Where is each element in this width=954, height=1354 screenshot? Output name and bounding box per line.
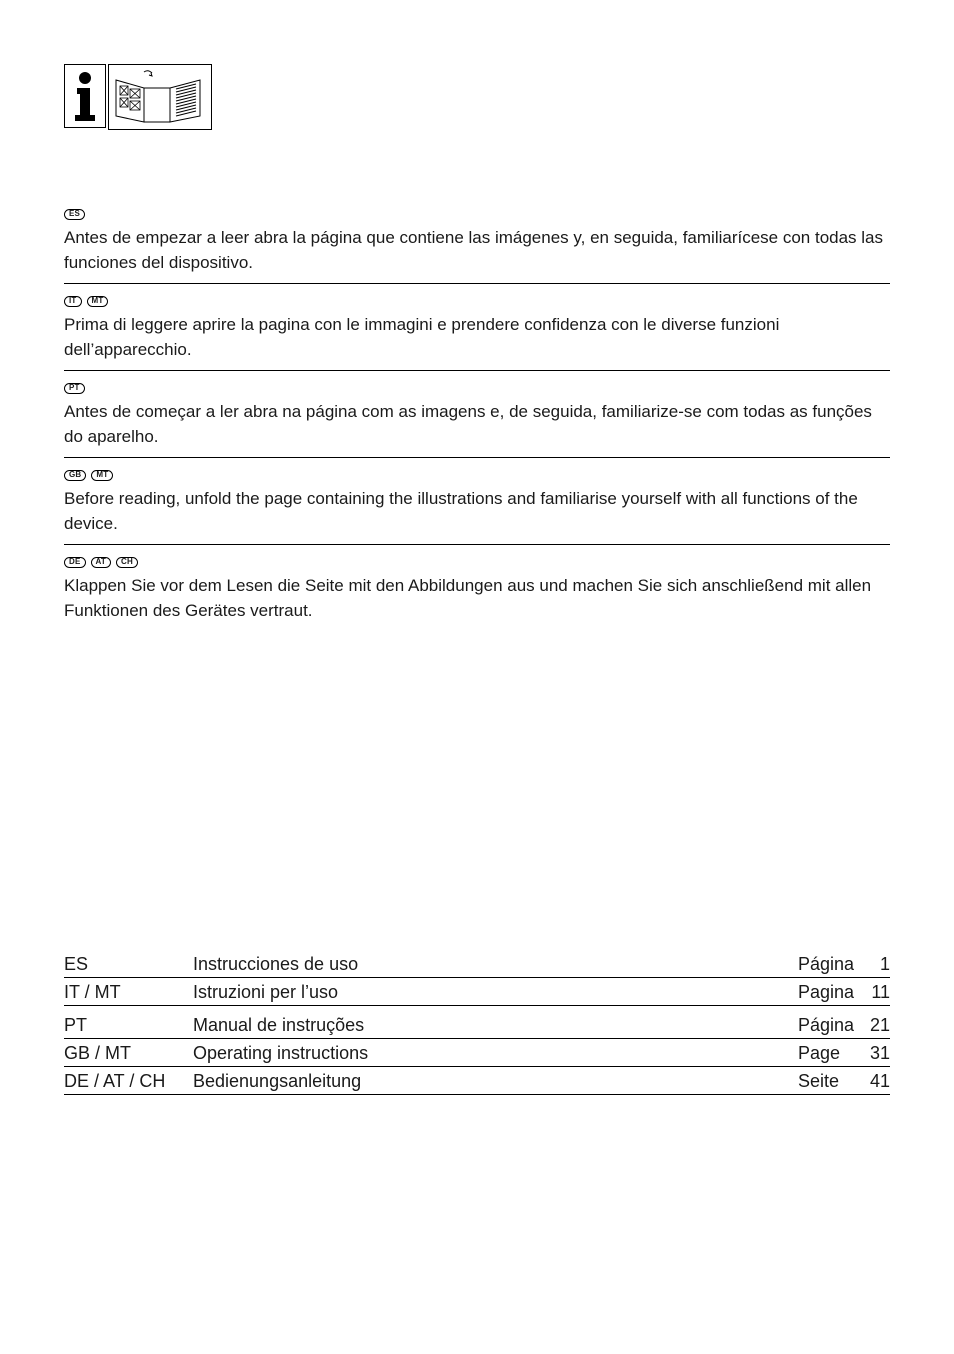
language-badge: GB — [64, 470, 86, 481]
instruction-block-it — [64, 292, 890, 371]
toc-language-code: PT — [64, 1015, 88, 1035]
language-badges — [64, 205, 890, 223]
toc-page-number: 31 — [869, 1043, 890, 1063]
toc-language-code: GB / MT — [64, 1043, 131, 1063]
toc-page-label: Página — [798, 1015, 855, 1035]
table-of-contents — [64, 950, 890, 1095]
instruction-block-es — [64, 205, 890, 284]
language-badge: AT — [91, 557, 111, 568]
toc-page-label: Página — [798, 954, 855, 974]
toc-page-number: 11 — [871, 982, 890, 1002]
instruction-block-gb — [64, 466, 890, 545]
toc-language-code: IT / MT — [64, 982, 121, 1002]
language-badge: MT — [91, 470, 113, 481]
toc-language-code: ES — [64, 954, 89, 974]
language-badge: CH — [116, 557, 138, 568]
language-badges — [64, 292, 890, 310]
header-icons — [64, 64, 212, 130]
toc-title: Manual de instruções — [193, 1015, 365, 1035]
toc-row[interactable] — [64, 1039, 890, 1067]
instruction-block-de — [64, 553, 890, 631]
toc-page-label: Page — [798, 1043, 841, 1063]
language-badges — [64, 553, 890, 571]
language-badge: DE — [64, 557, 86, 568]
info-icon — [64, 64, 106, 128]
toc-title: Istruzioni per l’uso — [193, 982, 339, 1002]
toc-row[interactable] — [64, 1067, 890, 1095]
language-badge: IT — [64, 296, 82, 307]
toc-title: Instrucciones de uso — [193, 954, 359, 974]
toc-page-label: Seite — [798, 1071, 840, 1091]
foldout-page-icon — [108, 64, 212, 130]
instruction-block-pt — [64, 379, 890, 458]
toc-title: Operating instructions — [193, 1043, 369, 1063]
instruction-text: Before reading, unfold the page containing the illustrations and familiarise yourself with all functions of the device. — [64, 489, 858, 533]
toc-page-number: 41 — [869, 1071, 890, 1091]
language-badge: PT — [64, 383, 85, 394]
toc-language-code: DE / AT / CH — [64, 1071, 166, 1091]
toc-page-number: 1 — [879, 954, 890, 974]
language-badges — [64, 466, 890, 484]
instruction-text: Prima di leggere aprire la pagina con le immagini e prendere confidenza con le diverse funzioni dell’apparecchio. — [64, 315, 780, 359]
language-badge: MT — [87, 296, 109, 307]
language-badges — [64, 379, 890, 397]
toc-page-number: 21 — [869, 1015, 890, 1035]
instruction-text: Klappen Sie vor dem Lesen die Seite mit den Abbildungen aus und machen Sie sich anschließend mit allen Funktionen des Gerätes vertraut. — [64, 576, 872, 620]
toc-row[interactable] — [64, 1006, 890, 1039]
toc-row[interactable] — [64, 978, 890, 1006]
instruction-text: Antes de começar a ler abra na página com as imagens e, de seguida, familiarize-se com todas as funções do aparelho. — [64, 402, 872, 446]
language-instructions — [64, 205, 890, 639]
language-badge: ES — [64, 209, 85, 220]
toc-page-label: Pagina — [798, 982, 855, 1002]
toc-title: Bedienungsanleitung — [193, 1071, 362, 1091]
instruction-text: Antes de empezar a leer abra la página que contiene las imágenes y, en seguida, familiarícese con todas las funciones del dispositivo. — [64, 228, 884, 272]
toc-row[interactable] — [64, 950, 890, 978]
